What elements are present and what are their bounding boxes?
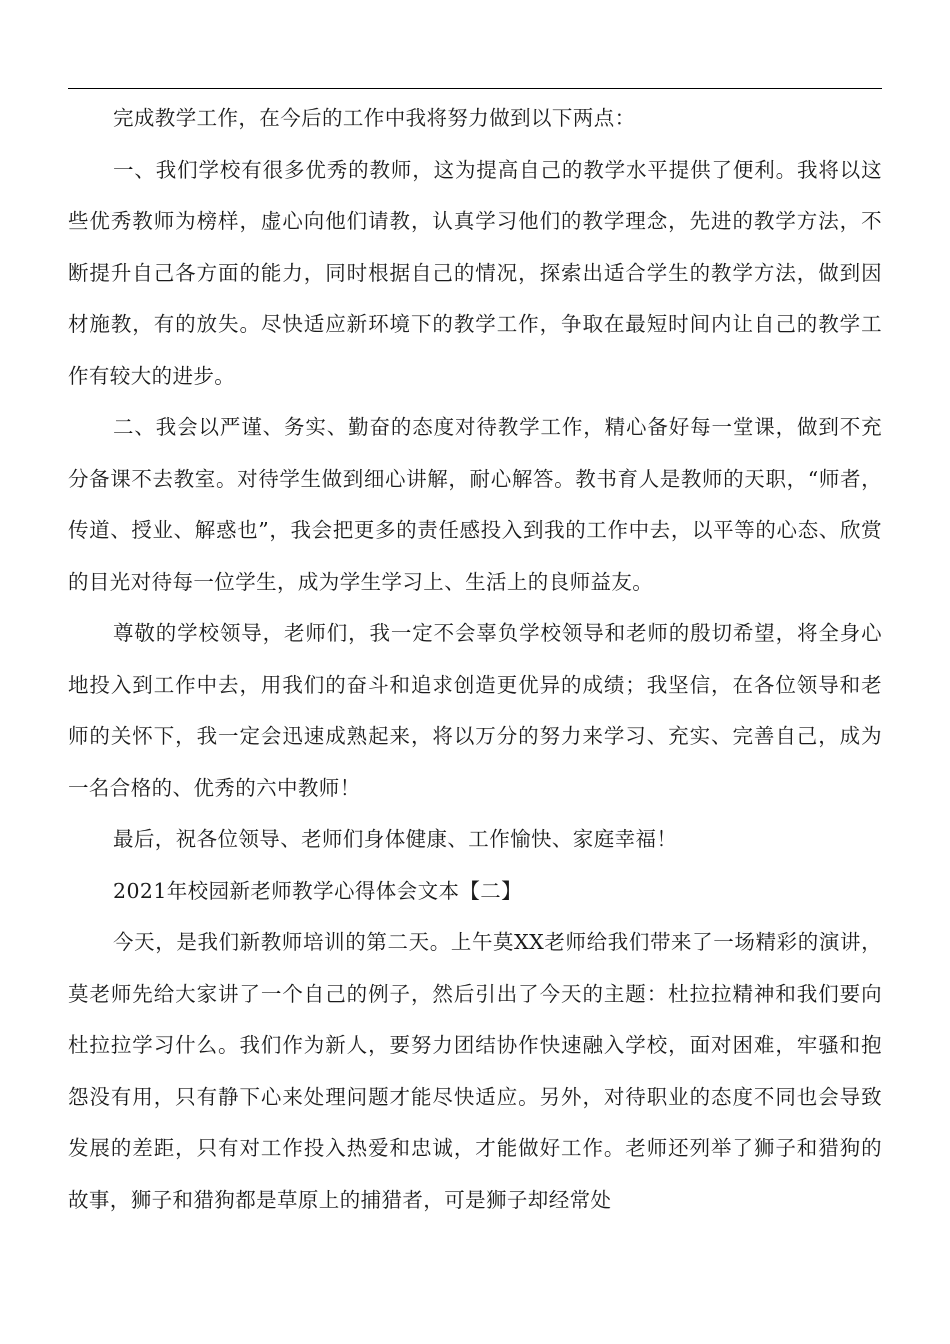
- header-rule: [68, 88, 882, 89]
- section-heading: 2021年校园新老师教学心得体会文本【二】: [113, 878, 523, 903]
- paragraph-commitment: 尊敬的学校领导，老师们，我一定不会辜负学校领导和老师的殷切希望，将全身心地投入到工作中去，用我们的奋斗和追求创造更优异的成绩；我坚信，在各位领导和老师的关怀下，我一定会迅速成熟起来，将以万分的努力来学习、充实、完善自己，成为一名合格的、优秀的六中教师！: [68, 621, 882, 800]
- paragraph-point-two: 二、我会以严谨、务实、勤奋的态度对待教学工作，精心备好每一堂课，做到不充分备课不去教室。对待学生做到细心讲解，耐心解答。教书育人是教师的天职，“师者，传道、授业、解惑也”，我会把更多的责任感投入到我的工作中去，以平等的心态、欣赏的目光对待每一位学生，成为学生学习上、生活上的良师益友。: [68, 415, 882, 594]
- paragraph-intro: 完成教学工作，在今后的工作中我将努力做到以下两点：: [113, 106, 636, 130]
- document-body: [68, 93, 882, 1226]
- paragraph-closing: 最后，祝各位领导、老师们身体健康、工作愉快、家庭幸福！: [113, 827, 678, 851]
- paragraph-training-day: 今天，是我们新教师培训的第二天。上午莫XX老师给我们带来了一场精彩的演讲，莫老师先给大家讲了一个自己的例子，然后引出了今天的主题：杜拉拉精神和我们要向杜拉拉学习什么。我们作为新人，要努力团结协作快速融入学校，面对困难，牢骚和抱怨没有用，只有静下心来处理问题才能尽快适应。另外，对待职业的态度不同也会导致发展的差距，只有对工作投入热爱和忠诚，才能做好工作。老师还列举了狮子和猎狗的故事，狮子和猎狗都是草原上的捕猎者，可是狮子却经常处: [68, 930, 882, 1212]
- paragraph-point-one: 一、我们学校有很多优秀的教师，这为提高自己的教学水平提供了便利。我将以这些优秀教师为榜样，虚心向他们请教，认真学习他们的教学理念，先进的教学方法，不断提升自己各方面的能力，同时根据自己的情况，探索出适合学生的教学方法，做到因材施教，有的放失。尽快适应新环境下的教学工作，争取在最短时间内让自己的教学工作有较大的进步。: [68, 157, 882, 388]
